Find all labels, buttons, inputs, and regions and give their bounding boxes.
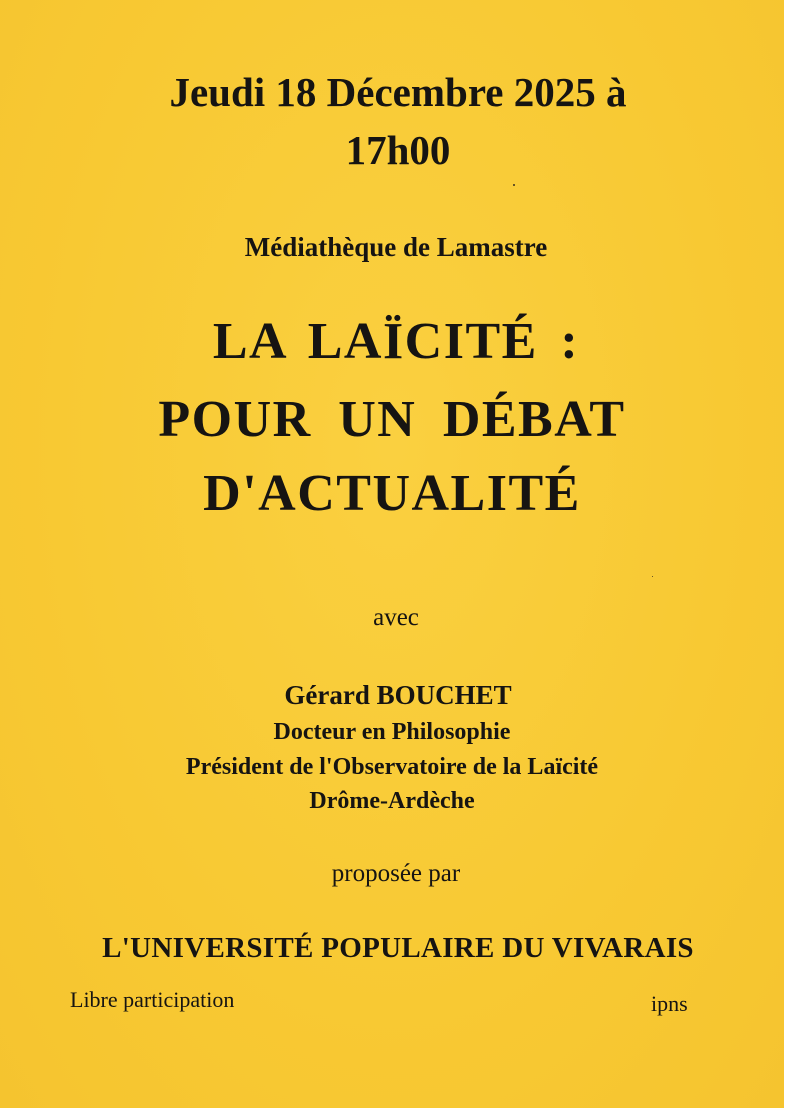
with-label: avec — [373, 604, 419, 631]
event-time: 17h00 — [345, 127, 451, 173]
print-speck — [513, 184, 515, 186]
speaker-role-3: Drôme-Ardèche — [309, 788, 475, 814]
footer-participation: Libre participation — [70, 987, 235, 1012]
title-line-1: LA LAÏCITÉ : — [212, 313, 580, 370]
organizer-name: L'UNIVERSITÉ POPULAIRE DU VIVARAIS — [102, 932, 694, 964]
speaker-name: Gérard BOUCHET — [284, 680, 512, 710]
footer-ipns: ipns — [651, 991, 688, 1016]
speaker-role-2: Président de l'Observatoire de la Laïcité — [185, 754, 599, 780]
print-speck — [652, 576, 653, 577]
event-venue: Médiathèque de Lamastre — [244, 232, 548, 262]
event-date: Jeudi 18 Décembre 2025 à — [169, 69, 627, 115]
title-line-3: D'ACTUALITÉ — [203, 465, 581, 522]
title-line-2: POUR UN DÉBAT — [158, 391, 626, 448]
speaker-role-1: Docteur en Philosophie — [273, 719, 511, 745]
proposed-by-label: proposée par — [331, 860, 461, 887]
